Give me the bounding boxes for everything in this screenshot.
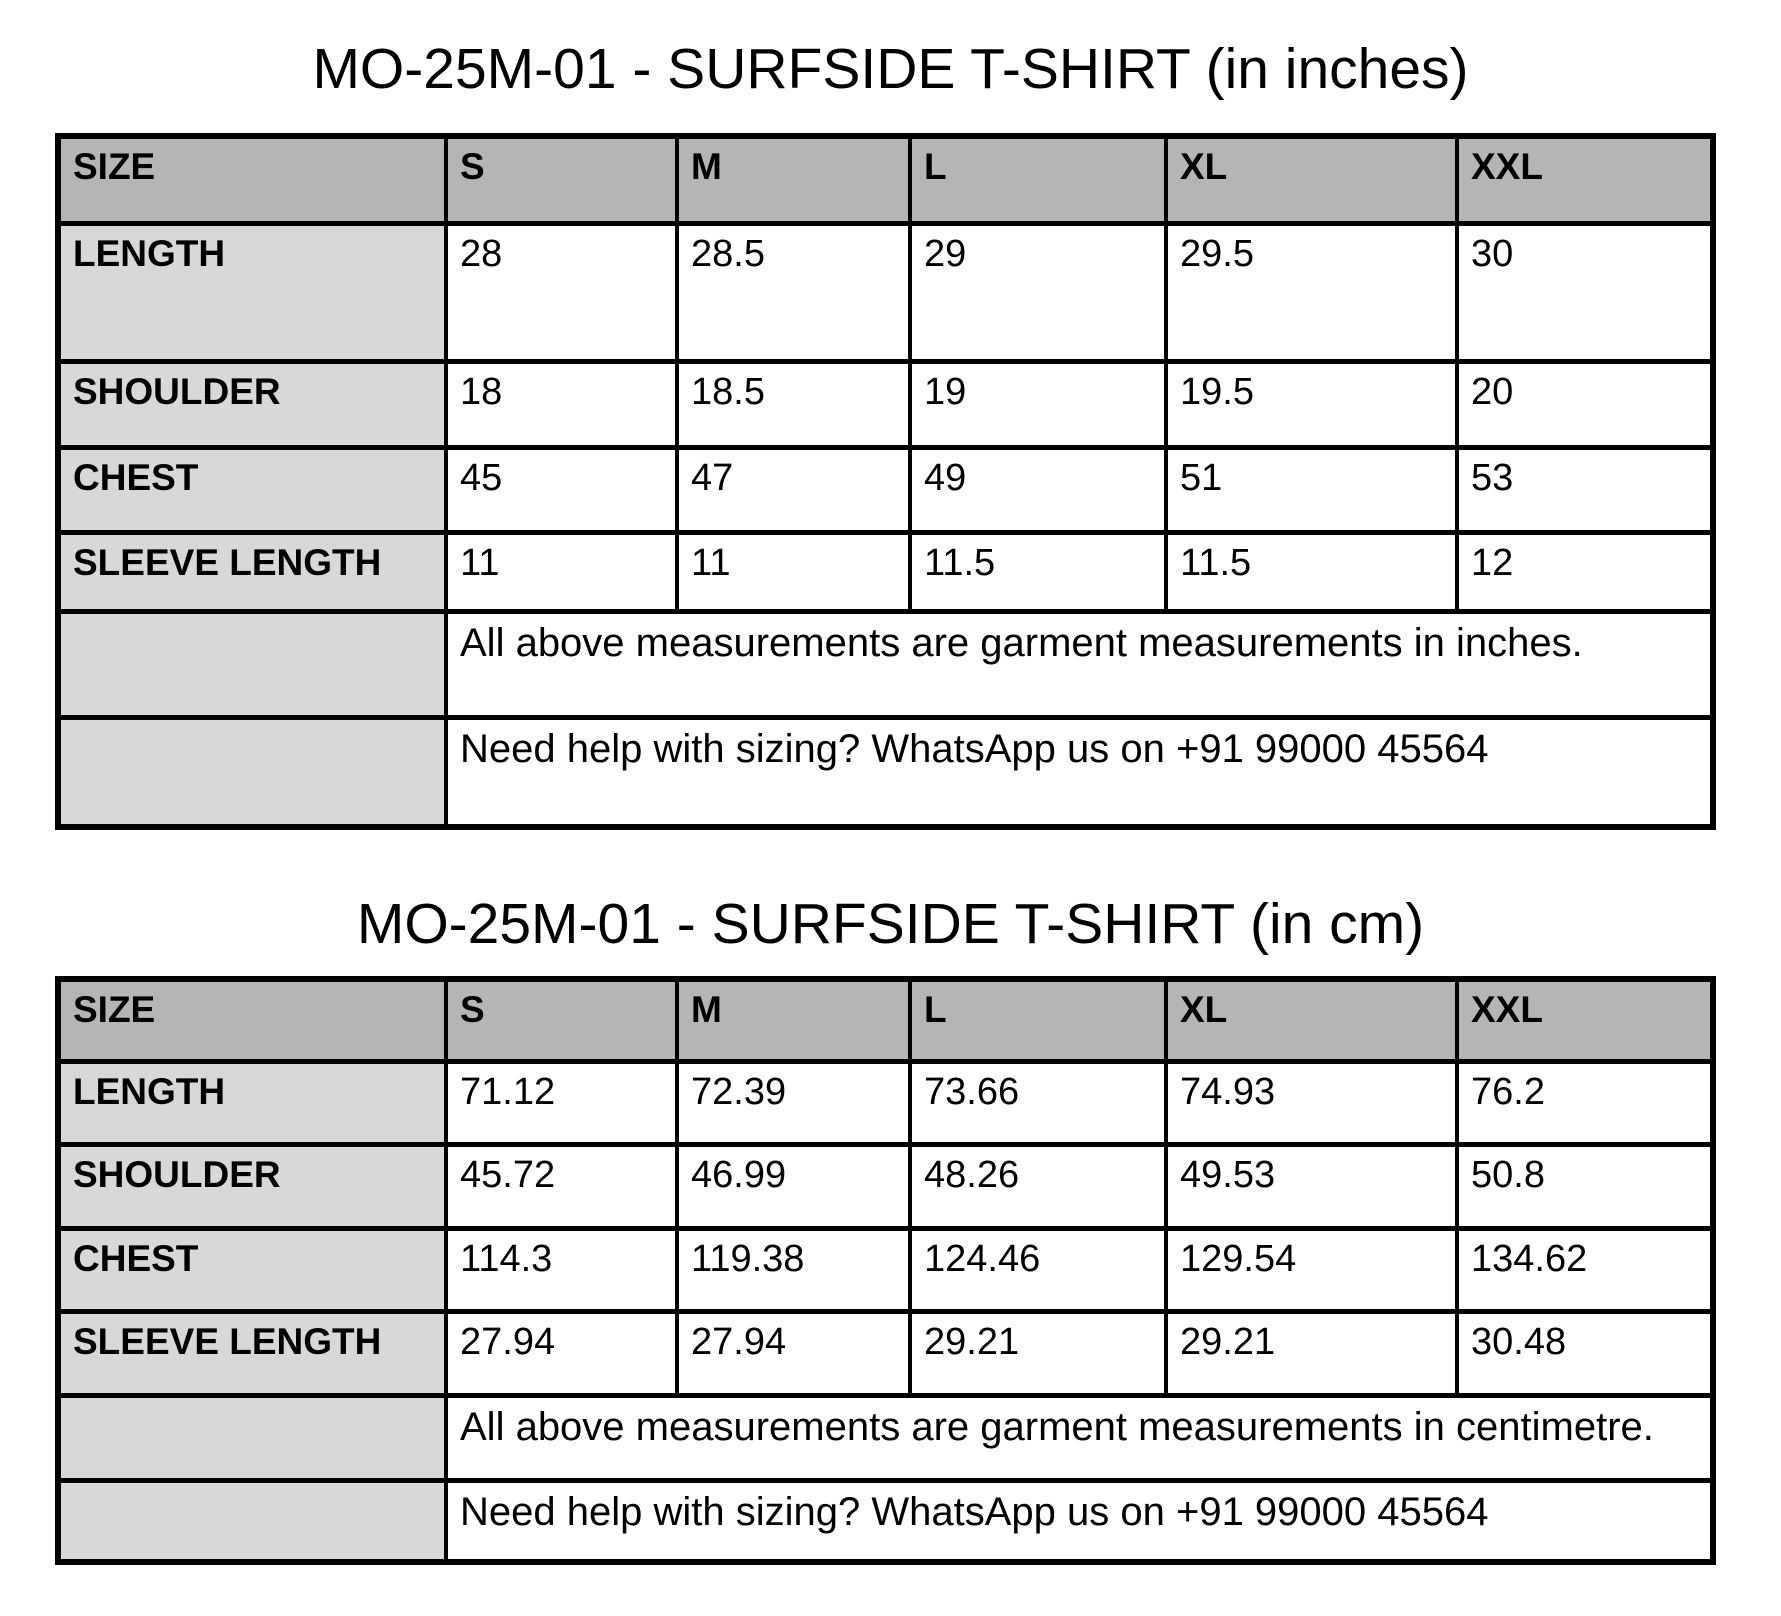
empty-label-cell: [58, 1480, 446, 1562]
measure-label: SLEEVE LENGTH: [58, 1311, 446, 1395]
measure-value: 134.62: [1457, 1228, 1713, 1311]
table-row-shoulder: [58, 361, 1713, 447]
measure-value: 20: [1457, 361, 1713, 447]
measure-value: 71.12: [446, 1061, 677, 1144]
measure-value: 50.8: [1457, 1144, 1713, 1228]
column-header-l: L: [910, 979, 1166, 1061]
note-whatsapp-help: Need help with sizing? WhatsApp us on +91 99000 45564: [446, 717, 1713, 827]
empty-label-cell: [58, 1395, 446, 1480]
measure-value: 28.5: [677, 223, 910, 361]
measure-label: SHOULDER: [58, 361, 446, 447]
measure-value: 28: [446, 223, 677, 361]
table-row-length: [58, 223, 1713, 361]
measure-value: 73.66: [910, 1061, 1166, 1144]
column-header-s: S: [446, 979, 677, 1061]
note-whatsapp-help: Need help with sizing? WhatsApp us on +91 99000 45564: [446, 1480, 1713, 1562]
measure-value: 11.5: [1166, 532, 1457, 611]
measure-value: 53: [1457, 447, 1713, 532]
measure-value: 47: [677, 447, 910, 532]
measure-label: SHOULDER: [58, 1144, 446, 1228]
measure-value: 76.2: [1457, 1061, 1713, 1144]
measure-value: 49.53: [1166, 1144, 1457, 1228]
measure-value: 29.21: [910, 1311, 1166, 1395]
header-row: [58, 136, 1713, 223]
table-row-chest: [58, 447, 1713, 532]
table-row-length: [58, 1061, 1713, 1144]
measure-value: 72.39: [677, 1061, 910, 1144]
header-row: [58, 979, 1713, 1061]
measure-value: 124.46: [910, 1228, 1166, 1311]
measure-value: 51: [1166, 447, 1457, 532]
measure-value: 30: [1457, 223, 1713, 361]
column-header-l: L: [910, 136, 1166, 223]
measure-value: 12: [1457, 532, 1713, 611]
measure-value: 27.94: [446, 1311, 677, 1395]
measure-value: 11: [446, 532, 677, 611]
measure-value: 11: [677, 532, 910, 611]
measure-label: CHEST: [58, 447, 446, 532]
measure-value: 74.93: [1166, 1061, 1457, 1144]
measure-value: 18.5: [677, 361, 910, 447]
measure-value: 129.54: [1166, 1228, 1457, 1311]
table-title-cm: MO-25M-01 - SURFSIDE T-SHIRT (in cm): [356, 892, 1425, 956]
measure-value: 29.21: [1166, 1311, 1457, 1395]
measure-label: LENGTH: [58, 1061, 446, 1144]
note-row-whatsapp: [58, 717, 1713, 827]
note-measurements-unit: All above measurements are garment measurements in centimetre.: [446, 1395, 1713, 1480]
measure-label: LENGTH: [58, 223, 446, 361]
measure-label: CHEST: [58, 1228, 446, 1311]
table-row-chest: [58, 1228, 1713, 1311]
measure-value: 46.99: [677, 1144, 910, 1228]
table-row-sleeve-length: [58, 532, 1713, 611]
size-table-cm: [55, 976, 1716, 1565]
empty-label-cell: [58, 717, 446, 827]
measure-value: 45: [446, 447, 677, 532]
column-header-xl: XL: [1166, 979, 1457, 1061]
measure-value: 114.3: [446, 1228, 677, 1311]
column-header-m: M: [677, 136, 910, 223]
table-title-inches: MO-25M-01 - SURFSIDE T-SHIRT (in inches): [312, 37, 1469, 101]
column-header-size: SIZE: [58, 979, 446, 1061]
note-row-measurements: [58, 1395, 1713, 1480]
column-header-xxl: XXL: [1457, 979, 1713, 1061]
empty-label-cell: [58, 611, 446, 717]
measure-value: 19.5: [1166, 361, 1457, 447]
column-header-size: SIZE: [58, 136, 446, 223]
measure-value: 29: [910, 223, 1166, 361]
measure-value: 29.5: [1166, 223, 1457, 361]
measure-value: 18: [446, 361, 677, 447]
measure-value: 19: [910, 361, 1166, 447]
column-header-s: S: [446, 136, 677, 223]
size-table-inches: [55, 133, 1716, 830]
note-row-whatsapp: [58, 1480, 1713, 1562]
measure-value: 119.38: [677, 1228, 910, 1311]
measure-value: 30.48: [1457, 1311, 1713, 1395]
measure-label: SLEEVE LENGTH: [58, 532, 446, 611]
measure-value: 49: [910, 447, 1166, 532]
measure-value: 45.72: [446, 1144, 677, 1228]
measure-value: 11.5: [910, 532, 1166, 611]
column-header-m: M: [677, 979, 910, 1061]
table-row-shoulder: [58, 1144, 1713, 1228]
column-header-xl: XL: [1166, 136, 1457, 223]
measure-value: 27.94: [677, 1311, 910, 1395]
measure-value: 48.26: [910, 1144, 1166, 1228]
note-row-measurements: [58, 611, 1713, 717]
column-header-xxl: XXL: [1457, 136, 1713, 223]
table-row-sleeve-length: [58, 1311, 1713, 1395]
note-measurements-unit: All above measurements are garment measurements in inches.: [446, 611, 1713, 717]
